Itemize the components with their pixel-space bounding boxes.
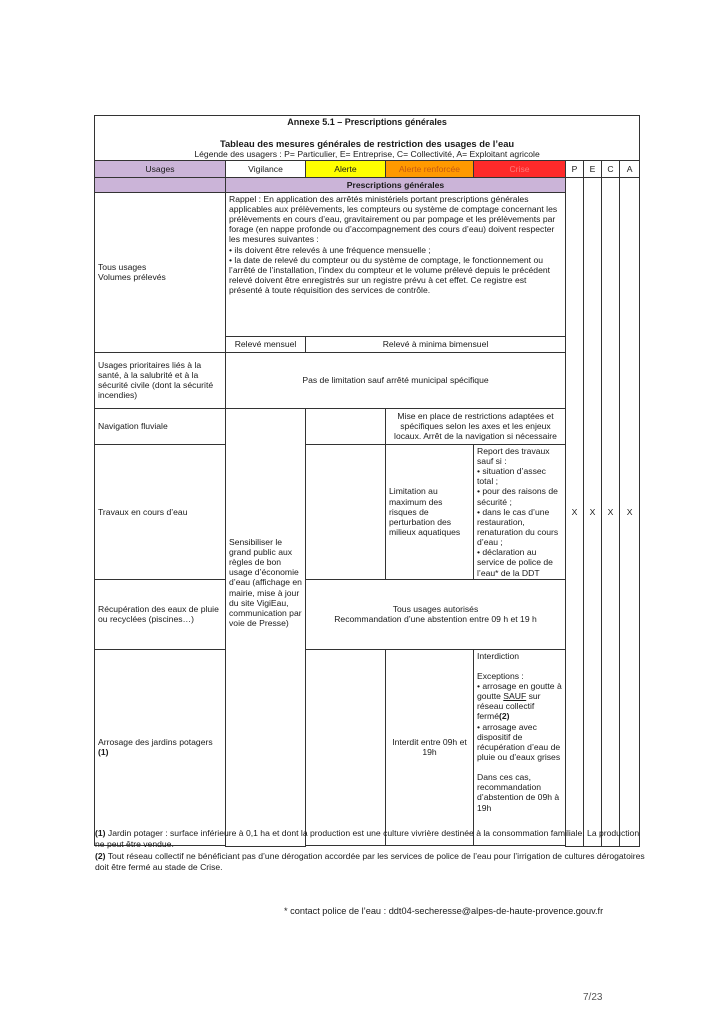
exception-2: • arrosage avec dispositif de récupération d’eau de pluie ou d’eaux grises — [477, 722, 562, 763]
recuperation-text: Tous usages autorisés Recommandation d’une abstention entre 09 h et 19 h — [306, 579, 566, 649]
sensibiliser-text: Sensibiliser le grand public aux règles de bon usage d’économie d’eau (affichage en mairie, mise à jour du site VigiEau, communication par voie de Presse) — [226, 408, 306, 846]
contact-line: * contact police de l’eau : ddt04-secheresse@alpes-de-haute-provence.gouv.fr — [284, 906, 604, 916]
report-item: • pour des raisons de sécurité ; — [477, 486, 562, 506]
column-header-row — [95, 160, 640, 177]
mark-p: X — [566, 177, 584, 846]
jardins-crise: Interdiction Exceptions : • arrosage en goutte à goutte SAUF sur réseau collectif fermé(2) • arrosage avec dispositif de récupération d’eau de pluie ou d’eaux grises Dans ces cas, recommandation d’abstention de 09h à 19h — [474, 649, 566, 845]
mark-a: X — [620, 177, 640, 846]
navigation-empty — [306, 408, 386, 444]
report-item: • déclaration au service de police de l’eau* de la DDT — [477, 547, 562, 577]
footnote-2: (2) Tout réseau collectif ne bénéficiant pas d’une dérogation accordée par les services de police de l’eau pour l’irrigation de cultures dérogatoires doit être fermé au stade de Crise. — [95, 851, 645, 873]
navigation-text: Mise en place de restrictions adaptées et spécifiques selon les axes et les enjeux locaux. Arrêt de la navigation si nécessaire — [386, 408, 566, 444]
rappel-text: Rappel : En application des arrêtés ministériels portant prescriptions générales applicables aux prélèvements, les compteurs ou système de comptage concernant les prélèvements en cours d’eau, gravitairement ou par pompage et les prélèvements par forage (en nappe profonde ou d’accompagnement des cours d’eau) doivent respecter les mesures suivantes : • ils doivent être relevés à une fréquence mensuelle ; • la date de relevé du compteur ou du système de comptage, le fonctionnement ou l’arrêté de l’installation, l’index du compteur et le volume prélevé depuis le précédent relevé doivent être enregistrés sur un registre prévu à cet effet. Ce registre est présenté à toute réquisition des services de contrôle. — [226, 192, 566, 336]
table-header — [95, 116, 640, 161]
releve-bimensuel: Relevé à minima bimensuel — [306, 336, 566, 352]
report-item: • dans le cas d’une restauration, renaturation du cours d’eau ; — [477, 507, 562, 548]
releve-mensuel: Relevé mensuel — [226, 336, 306, 352]
table-title: Tableau des mesures générales de restriction des usages de l’eau — [219, 137, 515, 149]
col-alerte: Alerte — [306, 160, 386, 177]
rappel-bullet-1: • ils doivent être relevés à une fréquence mensuelle ; — [229, 245, 562, 255]
row-label-recuperation: Récupération des eaux de pluie ou recyclées (piscines…) — [95, 579, 226, 649]
col-a: A — [620, 160, 640, 177]
jardins-empty — [306, 649, 386, 845]
section-title: Prescriptions générales — [226, 177, 566, 192]
legend-text: Légende des usagers : P= Particulier, E= Entreprise, C= Collectivité, A= Exploitant agricole — [194, 148, 540, 159]
footnotes — [95, 828, 645, 875]
report-item: • situation d’assec total ; — [477, 466, 562, 486]
annex-title: Annexe 5.1 – Prescriptions générales — [287, 117, 447, 127]
restriction-table — [94, 115, 640, 847]
prioritaires-text: Pas de limitation sauf arrêté municipal spécifique — [226, 352, 566, 408]
mark-e: X — [584, 177, 602, 846]
col-e: E — [584, 160, 602, 177]
col-usages: Usages — [95, 160, 226, 177]
row-label-jardins: Arrosage des jardins potagers (1) — [95, 649, 226, 845]
rappel-bullet-2: • la date de relevé du compteur ou du système de comptage, le fonctionnement ou l’arrêté de l’installation, l’index du compteur et le volume prélevé depuis le précédent relevé doivent être enregistrés sur un registre prévu à cet effet. Ce registre est présenté à toute réquisition des services de contrôle. — [229, 255, 562, 296]
col-crise: Crise — [474, 160, 566, 177]
page-number: 7/23 — [583, 992, 603, 1003]
exception-1: • arrosage en goutte à goutte SAUF sur réseau collectif fermé(2) — [477, 681, 562, 722]
section-pad — [95, 177, 226, 192]
row-label-navigation: Navigation fluviale — [95, 408, 226, 444]
row-label-prioritaires: Usages prioritaires liés à la santé, à la salubrité et à la sécurité civile (dont la sécurité incendies) — [95, 352, 226, 408]
travaux-empty — [306, 444, 386, 579]
col-p: P — [566, 160, 584, 177]
jardins-interdit: Interdit entre 09h et 19h — [386, 649, 474, 845]
travaux-limitation: Limitation au maximum des risques de perturbation des milieux aquatiques — [386, 444, 474, 579]
col-vigilance: Vigilance — [226, 160, 306, 177]
mark-c: X — [602, 177, 620, 846]
row-label-tous-usages: Tous usages Volumes prélevés — [95, 192, 226, 352]
col-alerte-renforcee: Alerte renforcée — [386, 160, 474, 177]
footnote-1: (1) Jardin potager : surface inférieure à 0,1 ha et dont la production est une culture vivrière destinée à la consommation familiale. La production ne peut être vendue. — [95, 828, 640, 849]
col-c: C — [602, 160, 620, 177]
report-list — [477, 466, 562, 578]
row-label-travaux: Travaux en cours d’eau — [95, 444, 226, 579]
travaux-report: Report des travaux sauf si : • situation d’assec total ; • pour des raisons de sécurité ; • dans le cas d’une restauration, renaturation du cours d’eau ; • déclaration au service de police de l’eau* de la DDT — [474, 444, 566, 579]
